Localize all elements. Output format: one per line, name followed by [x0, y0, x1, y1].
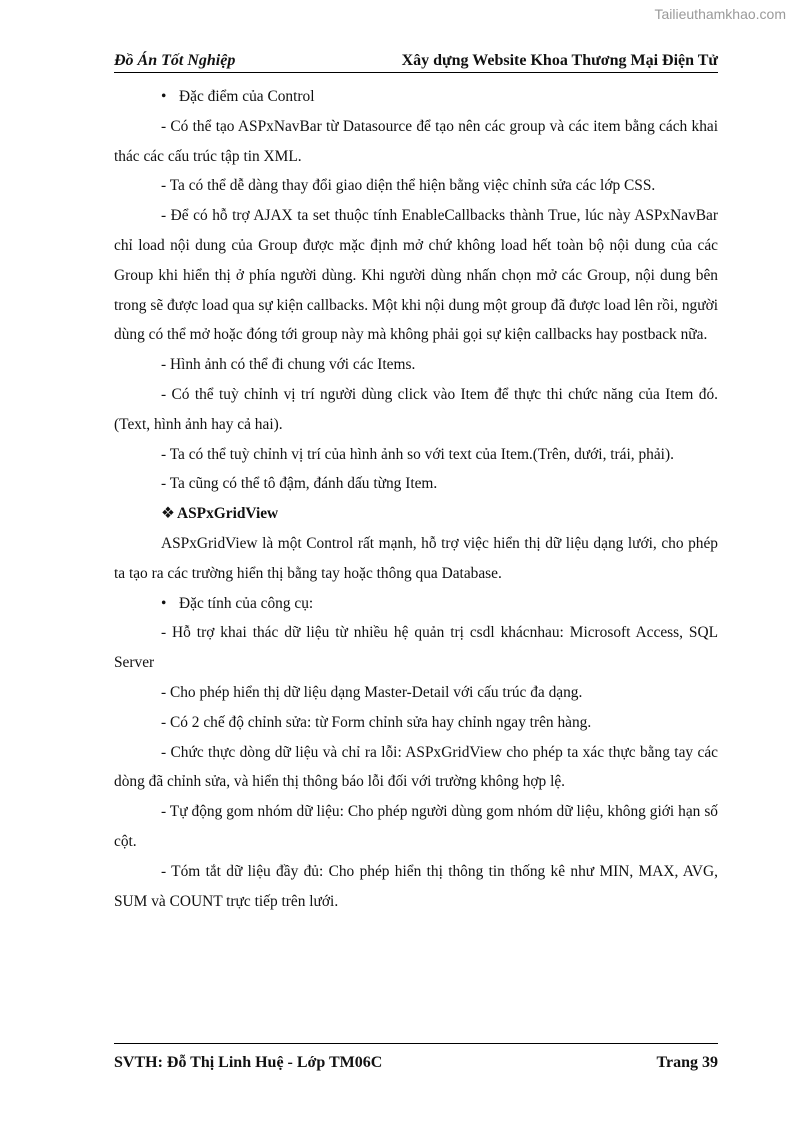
- page-number: Trang 39: [656, 1053, 718, 1071]
- paragraph: - Ta có thể dễ dàng thay đổi giao diện thể hiện bằng việc chỉnh sửa các lớp CSS.: [161, 177, 656, 195]
- bullet-dot-icon: •: [161, 88, 167, 105]
- header-left: Đồ Án Tốt Nghiệp: [114, 52, 236, 69]
- page-body: [114, 82, 718, 916]
- paragraph: - Cho phép hiển thị dữ liệu dạng Master-Detail với cấu trúc đa dạng.: [161, 683, 583, 701]
- paragraph: - Ta có thể tuỳ chỉnh vị trí của hình ảnh so với text của Item.(Trên, dưới, trái, phải).: [161, 445, 674, 463]
- bullet-dot-icon: •: [161, 594, 167, 612]
- diamond-bullet-icon: ❖: [161, 505, 175, 523]
- watermark: Tailieuthamkhao.com: [654, 6, 786, 22]
- bullet-item: [114, 82, 718, 112]
- paragraph: - Có 2 chế độ chỉnh sửa: từ Form chỉnh sửa hay chỉnh ngay trên hàng.: [161, 713, 592, 731]
- paragraph: - Chức thực dòng dữ liệu và chỉ ra lỗi: ASPxGridView cho phép ta xác thực bằng tay các dòng đã chỉnh sửa, và hiển thị thông báo lỗi đối với trường không hợp lệ.: [114, 743, 718, 791]
- page-footer: [114, 1043, 718, 1079]
- section-heading: [114, 499, 718, 529]
- paragraph: - Tóm tắt dữ liệu đầy đủ: Cho phép hiển thị thông tin thống kê như MIN, MAX, AVG, SUM và COUNT trực tiếp trên lưới.: [114, 862, 718, 910]
- paragraph: ASPxGridView là một Control rất mạnh, hỗ trợ việc hiển thị dữ liệu dạng lưới, cho phép ta tạo ra các trường hiển thị bằng tay hoặc thông qua Database.: [114, 534, 718, 582]
- paragraph: - Có thể tạo ASPxNavBar từ Datasource để tạo nên các group và các item bằng cách khai thác các cấu trúc tập tin XML.: [114, 117, 718, 165]
- bullet-text: Đặc tính của công cụ:: [179, 594, 314, 612]
- paragraph: - Ta cũng có thể tô đậm, đánh dấu từng Item.: [161, 475, 438, 493]
- bullet-text: Đặc điểm của Control: [179, 88, 315, 105]
- footer-author: SVTH: Đỗ Thị Linh Huệ - Lớp TM06C: [114, 1053, 383, 1071]
- header-right: Xây dựng Website Khoa Thương Mại Điện Tử: [401, 52, 718, 69]
- paragraph: - Hỗ trợ khai thác dữ liệu từ nhiều hệ quản trị csdl khácnhau: Microsoft Access, SQL Server: [114, 624, 718, 672]
- paragraph: - Tự động gom nhóm dữ liệu: Cho phép người dùng gom nhóm dữ liệu, không giới hạn số cột.: [114, 803, 718, 850]
- section-title: ASPxGridView: [177, 505, 279, 523]
- bullet-item: [114, 589, 718, 619]
- paragraph: - Hình ảnh có thể đi chung với các Items.: [161, 356, 416, 374]
- page-header: [114, 47, 718, 73]
- paragraph: - Có thể tuỳ chỉnh vị trí người dùng click vào Item để thực thi chức năng của Item đó.(Text, hình ảnh hay cả hai).: [114, 385, 718, 433]
- paragraph: - Để có hỗ trợ AJAX ta set thuộc tính EnableCallbacks thành True, lúc này ASPxNavBar chỉ load nội dung của Group được mặc định mở chứ không load hết toàn bộ nội dung của các Group khi hiển thị ở phía người dùng. Khi người dùng nhấn chọn mở các Group, nội dung bên trong sẽ được load qua sự kiện callbacks. Một khi nội dung một group đã được load lên rồi, người dùng có thể mở hoặc đóng tới group này mà không phải gọi sự kiện callbacks hay postback nữa.: [114, 207, 718, 344]
